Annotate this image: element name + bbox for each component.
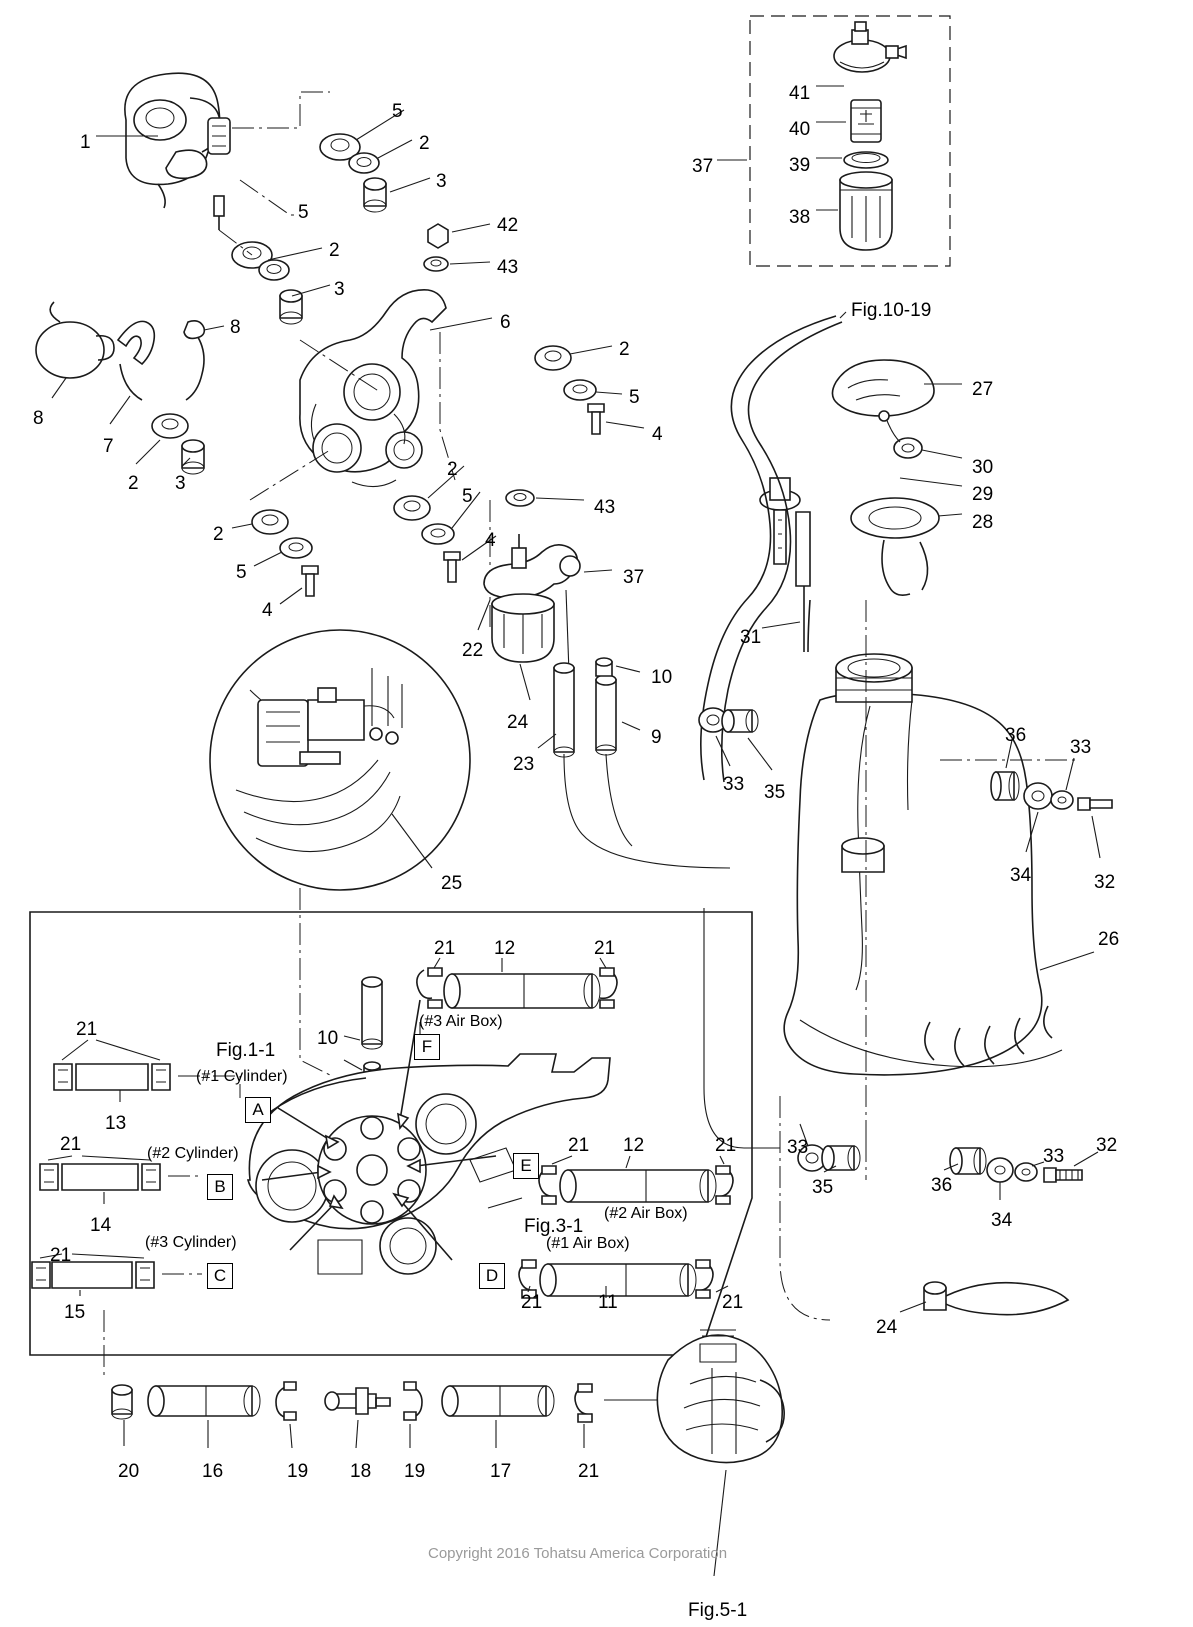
copyright-notice: Copyright 2016 Tohatsu America Corporation bbox=[428, 1545, 728, 1562]
hose-10-vertical bbox=[344, 977, 382, 1084]
callout-box-b[interactable]: B bbox=[207, 1174, 233, 1200]
part-number-9: 9 bbox=[651, 727, 662, 748]
grommet-lower-left bbox=[232, 510, 318, 604]
part-number-22: 22 bbox=[462, 640, 484, 661]
part-number-39: 39 bbox=[789, 155, 811, 176]
part-number-36: 36 bbox=[1005, 725, 1027, 746]
part-number-19: 19 bbox=[287, 1461, 309, 1482]
caption-cylinder-3: (#3 Cylinder) bbox=[145, 1234, 237, 1251]
caption-air-box-1: (#1 Air Box) bbox=[546, 1235, 630, 1252]
figure-ref-5-1[interactable]: Fig.5-1 bbox=[688, 1600, 748, 1621]
tank-cap-group bbox=[832, 360, 962, 595]
part-number-27: 27 bbox=[972, 379, 994, 400]
part-number-35: 35 bbox=[812, 1177, 834, 1198]
injector-14 bbox=[40, 1156, 202, 1204]
figure-ref-1-1[interactable]: Fig.1-1 bbox=[216, 1040, 276, 1061]
callout-box-d[interactable]: D bbox=[479, 1263, 505, 1289]
part-number-2: 2 bbox=[619, 339, 630, 360]
part-number-10: 10 bbox=[317, 1028, 339, 1049]
part-number-37: 37 bbox=[623, 567, 645, 588]
part-number-8: 8 bbox=[230, 317, 241, 338]
part-number-12: 12 bbox=[623, 1135, 645, 1156]
part-number-36: 36 bbox=[931, 1175, 953, 1196]
part-number-31: 31 bbox=[740, 627, 762, 648]
part-7-8-clamps bbox=[36, 302, 224, 474]
group-37-detail bbox=[717, 16, 950, 266]
caption-cylinder-2: (#2 Cylinder) bbox=[147, 1145, 239, 1162]
part-number-12: 12 bbox=[494, 938, 516, 959]
part-number-2: 2 bbox=[128, 473, 139, 494]
part-number-8: 8 bbox=[33, 408, 44, 429]
part-number-21: 21 bbox=[60, 1134, 82, 1155]
part-number-21: 21 bbox=[50, 1245, 72, 1266]
part-37-filter-assembly bbox=[484, 534, 612, 700]
part-number-33: 33 bbox=[1070, 737, 1092, 758]
part-number-26: 26 bbox=[1098, 929, 1120, 950]
part-number-4: 4 bbox=[485, 530, 496, 551]
part-number-33: 33 bbox=[787, 1137, 809, 1158]
fig-5-1-engine bbox=[657, 1330, 784, 1576]
part-number-35: 35 bbox=[764, 782, 786, 803]
caption-air-box-2: (#2 Air Box) bbox=[604, 1205, 688, 1222]
part-number-33: 33 bbox=[723, 774, 745, 795]
part-number-14: 14 bbox=[90, 1215, 112, 1236]
part-number-18: 18 bbox=[350, 1461, 372, 1482]
hose-11-airbox1 bbox=[519, 1260, 728, 1298]
part-number-32: 32 bbox=[1094, 872, 1116, 893]
part-number-13: 13 bbox=[105, 1113, 127, 1134]
part-number-11: 11 bbox=[598, 1292, 618, 1313]
part-number-5: 5 bbox=[298, 202, 309, 223]
part-number-21: 21 bbox=[568, 1135, 590, 1156]
part-number-21: 21 bbox=[76, 1019, 98, 1040]
part-number-24: 24 bbox=[507, 712, 529, 733]
callout-box-c[interactable]: C bbox=[207, 1263, 233, 1289]
part-number-30: 30 bbox=[972, 457, 994, 478]
part-1-fuel-pump bbox=[96, 73, 330, 230]
part-number-2: 2 bbox=[329, 240, 340, 261]
part-number-33: 33 bbox=[1043, 1146, 1065, 1167]
part-number-21: 21 bbox=[521, 1292, 543, 1313]
part-number-43: 43 bbox=[497, 257, 519, 278]
grommet-stack-mid bbox=[219, 230, 330, 324]
part-number-5: 5 bbox=[629, 387, 640, 408]
part-number-34: 34 bbox=[1010, 865, 1032, 886]
part-number-4: 4 bbox=[262, 600, 273, 621]
part-number-6: 6 bbox=[500, 312, 511, 333]
part-number-3: 3 bbox=[334, 279, 345, 300]
figure-ref-3-1[interactable]: Fig.3-1 bbox=[524, 1216, 584, 1237]
part-number-2: 2 bbox=[213, 524, 224, 545]
part-number-17: 17 bbox=[490, 1461, 512, 1482]
part-number-16: 16 bbox=[202, 1461, 224, 1482]
part-number-21: 21 bbox=[594, 938, 616, 959]
part-number-3: 3 bbox=[436, 171, 447, 192]
part-number-21: 21 bbox=[722, 1292, 744, 1313]
caption-air-box-3: (#3 Air Box) bbox=[419, 1013, 503, 1030]
caption-cylinder-1: (#1 Cylinder) bbox=[196, 1068, 288, 1085]
part-42-43 bbox=[424, 224, 490, 271]
part-number-4: 4 bbox=[652, 424, 663, 445]
part-number-1: 1 bbox=[80, 132, 91, 153]
hose-24-bottom bbox=[900, 1282, 1068, 1315]
part-number-25: 25 bbox=[441, 873, 463, 894]
grommet-stack-top bbox=[320, 110, 430, 212]
part-number-2: 2 bbox=[447, 459, 458, 480]
part-number-21: 21 bbox=[578, 1461, 600, 1482]
hose-12-airbox2 bbox=[539, 1156, 733, 1204]
part-number-2: 2 bbox=[419, 133, 430, 154]
part-number-23: 23 bbox=[513, 754, 535, 775]
figure-ref-10-19[interactable]: Fig.10-19 bbox=[851, 300, 932, 321]
part-number-5: 5 bbox=[462, 486, 473, 507]
part-number-24: 24 bbox=[876, 1317, 898, 1338]
part-number-38: 38 bbox=[789, 207, 811, 228]
bottom-parts-row bbox=[104, 1310, 660, 1448]
part-number-15: 15 bbox=[64, 1302, 86, 1323]
part-number-7: 7 bbox=[103, 436, 114, 457]
part-number-5: 5 bbox=[392, 101, 403, 122]
part-number-42: 42 bbox=[497, 215, 519, 236]
part-number-40: 40 bbox=[789, 119, 811, 140]
part-number-19: 19 bbox=[404, 1461, 426, 1482]
tank-fitting-left-upper bbox=[699, 708, 772, 770]
part-number-41: 41 bbox=[789, 83, 811, 104]
part-number-37: 37 bbox=[692, 156, 714, 177]
part-number-10: 10 bbox=[651, 667, 673, 688]
part-number-29: 29 bbox=[972, 484, 994, 505]
part-number-34: 34 bbox=[991, 1210, 1013, 1231]
callout-box-a[interactable]: A bbox=[245, 1097, 271, 1123]
part-number-5: 5 bbox=[236, 562, 247, 583]
part-number-28: 28 bbox=[972, 512, 994, 533]
callout-box-e[interactable]: E bbox=[513, 1153, 539, 1179]
part-number-3: 3 bbox=[175, 473, 186, 494]
part-number-32: 32 bbox=[1096, 1135, 1118, 1156]
part-number-43: 43 bbox=[594, 497, 616, 518]
hose-12-airbox3 bbox=[417, 958, 617, 1048]
part-number-21: 21 bbox=[434, 938, 456, 959]
part-26-fuel-tank bbox=[784, 654, 1094, 1150]
callout-box-f[interactable]: F bbox=[414, 1034, 440, 1060]
part-number-20: 20 bbox=[118, 1461, 140, 1482]
part-number-21: 21 bbox=[715, 1135, 737, 1156]
